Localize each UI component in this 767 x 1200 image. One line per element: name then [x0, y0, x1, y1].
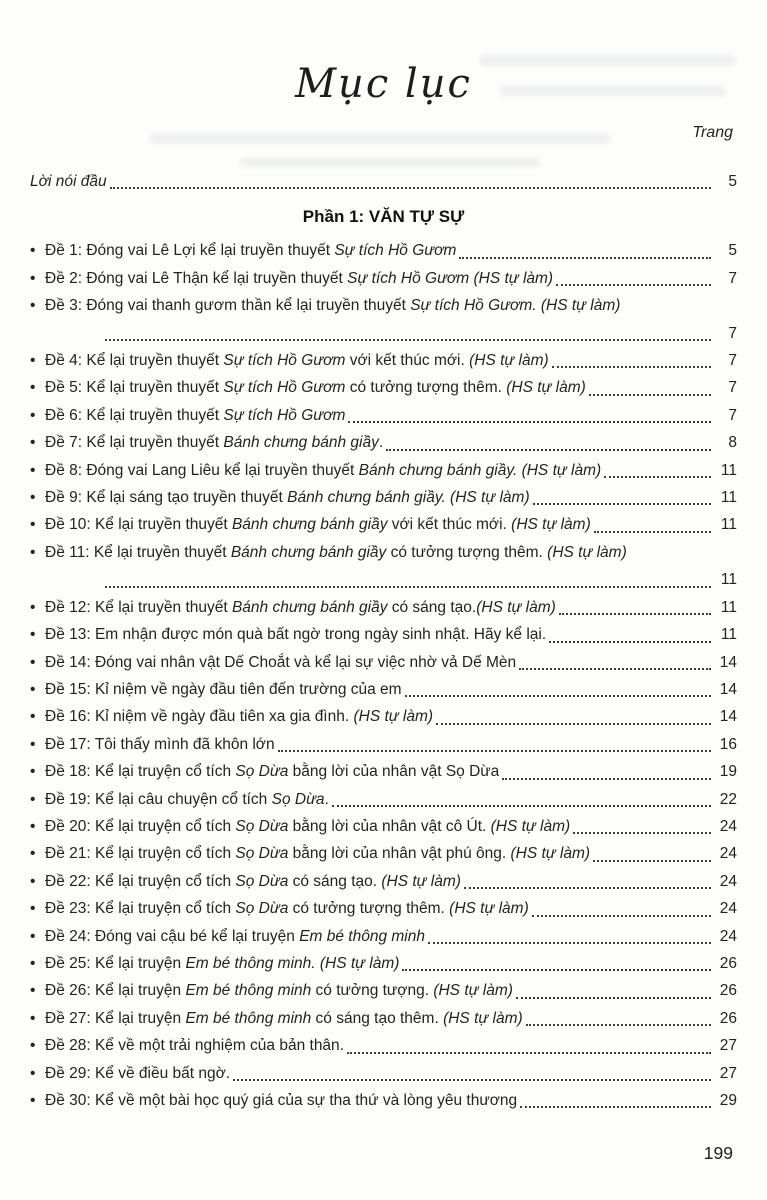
dot-leader: [110, 187, 711, 189]
dot-leader: [332, 805, 711, 807]
toc-entry-page-number: 24: [719, 817, 737, 835]
toc-entry-page-number: 29: [719, 1092, 737, 1109]
bleedthrough-mark: [240, 158, 540, 167]
toc-entry-text: [45, 977, 513, 1004]
bullet-icon: •: [30, 297, 36, 315]
toc-entry-text: [30, 168, 107, 195]
toc-entry-text: [45, 868, 461, 895]
toc-entry-text-plain: có sáng tạo.: [387, 598, 477, 616]
toc-entry-text: [45, 676, 402, 703]
toc-entry-text: [45, 1005, 523, 1032]
toc-entry: [30, 402, 737, 429]
toc-entry-page-number: 26: [719, 1009, 737, 1027]
toc-entry: [30, 813, 737, 840]
toc-entry: [30, 292, 737, 347]
toc-entry-text-plain: Đề 10: Kể lại truyền thuyết: [45, 516, 232, 534]
toc-entry: [30, 731, 737, 758]
toc-entry: [30, 621, 737, 648]
bullet-icon: •: [30, 626, 36, 644]
bullet-icon: •: [30, 379, 36, 397]
dot-leader: [556, 284, 711, 286]
toc-entry-text-italic: Sọ Dừa: [235, 817, 289, 835]
toc-entry-page-number: 7: [728, 406, 737, 424]
toc-entry-text: [45, 292, 620, 319]
toc-entry-text-italic: (HS tự làm): [469, 352, 549, 370]
toc-entry-text-italic: (HS tự làm): [490, 817, 571, 835]
toc-entry-text-italic: (HS tự làm): [510, 845, 591, 863]
toc-entry-text-italic: (HS tự làm): [511, 516, 591, 534]
toc-entry-text-plain: bằng lời của nhân vật cô Út.: [288, 817, 491, 835]
toc-entry: [30, 594, 737, 621]
toc-entry-text: [45, 1060, 230, 1087]
toc-entry-text: [45, 511, 591, 538]
toc-entry-text-plain: Đề 30: Kể về một bài học quý giá của sự tha thứ và lòng yêu thương: [45, 1092, 518, 1109]
bullet-icon: •: [30, 489, 36, 507]
toc-entry: [30, 1005, 737, 1032]
toc-entry-text: [45, 840, 590, 867]
toc-entry-text-italic: (HS tự làm): [381, 872, 461, 890]
toc-entry-text-plain: .: [378, 434, 384, 452]
toc-entry-text: [45, 347, 549, 374]
dot-leader: [386, 449, 711, 451]
dot-leader: [552, 366, 711, 368]
toc-entry-text-italic: Em bé thông minh. (HS tự làm): [185, 954, 400, 972]
dot-leader: [428, 942, 711, 944]
toc-entry-page-number: 7: [728, 324, 737, 342]
toc-entry-text-italic: (HS tự làm): [547, 543, 627, 561]
toc-entry-page-number: 5: [728, 173, 737, 190]
toc-entry-text-italic: Bánh chưng bánh giầy. (HS tự làm): [358, 461, 602, 479]
bullet-icon: •: [30, 680, 36, 698]
bullet-icon: •: [30, 434, 36, 452]
toc-entry: [30, 484, 737, 511]
toc-entry: [30, 511, 737, 538]
toc-entry: [30, 265, 737, 292]
toc-entry-text: [45, 786, 329, 813]
dot-leader: [594, 531, 711, 533]
toc-entry-text-plain: Đề 2: Đóng vai Lê Thận kể lại truyền thuyết: [45, 269, 348, 287]
toc-entry: [30, 649, 737, 676]
toc-entry-page-number: 26: [719, 954, 737, 972]
toc-entry-page-number: 7: [728, 379, 737, 397]
toc-entry-text-plain: có tưởng tượng.: [311, 982, 434, 1000]
toc-entry-text-plain: Đề 3: Đóng vai thanh gươm thần kể lại truyền thuyết: [45, 297, 411, 315]
toc-entry-text-plain: Đề 14: Đóng vai nhân vật Dế Choắt và kể lại sự việc nhờ vả Dế Mèn: [45, 653, 517, 671]
toc-entry: [30, 868, 737, 895]
toc-entry-text: [45, 758, 499, 785]
bullet-icon: •: [30, 845, 36, 863]
toc-entry: [30, 950, 737, 977]
dot-leader: [526, 1024, 711, 1026]
page-number: 199: [703, 1143, 733, 1163]
toc-entry-text-plain: có sáng tạo thêm.: [311, 1009, 444, 1027]
toc-entry-page-number: 22: [719, 790, 737, 808]
toc-entry-text-italic: Bánh chưng bánh giầy: [231, 516, 388, 534]
toc-entry-text: [45, 457, 601, 484]
bullet-icon: •: [30, 461, 36, 479]
dot-leader: [516, 997, 711, 999]
toc-entry-text-italic: Sọ Dừa: [235, 900, 289, 918]
toc-entry: [30, 923, 737, 950]
page-column-label: Trang: [692, 124, 733, 141]
toc-entry-text-plain: Đề 26: Kể lại truyện: [45, 982, 186, 1000]
toc-entry-text-plain: .: [324, 790, 329, 808]
toc-entry-page-number: 8: [728, 434, 737, 452]
front-matter: [30, 168, 737, 195]
toc-entry-text: [45, 621, 546, 648]
toc-entry-page-number: 11: [720, 489, 737, 507]
toc-entry: [30, 895, 737, 922]
toc-entry-text-plain: Đề 16: Kỉ niệm về ngày đầu tiên xa gia đình.: [45, 708, 354, 726]
toc-entry-page-number: 11: [720, 626, 737, 644]
toc-entry: [30, 977, 737, 1004]
toc-entry-page-number: 19: [719, 763, 737, 781]
bullet-icon: •: [30, 352, 36, 370]
toc-entry-page-number: 14: [719, 680, 737, 698]
toc-entry-page-number: 16: [719, 735, 737, 753]
dot-leader: [459, 257, 711, 259]
toc-entry-text-italic: (HS tự làm): [433, 982, 513, 1000]
dot-leader: [402, 969, 711, 971]
bullet-icon: •: [30, 735, 36, 753]
toc-entry-text-plain: Đề 9: Kể lại sáng tạo truyền thuyết: [45, 489, 288, 507]
bullet-icon: •: [30, 516, 36, 534]
toc-entry-text: [45, 895, 529, 922]
toc-entry-text: [45, 484, 530, 511]
dot-leader: [233, 1079, 711, 1081]
dot-leader: [502, 778, 711, 780]
bullet-icon: •: [30, 982, 36, 1000]
dot-leader: [519, 668, 711, 670]
toc-entry-text-plain: bằng lời của nhân vật phú ông.: [288, 845, 511, 863]
toc-entry: [30, 786, 737, 813]
toc-entry: [30, 237, 737, 264]
toc-entry-page-number: 26: [719, 982, 737, 1000]
toc-entry-page-number: 24: [719, 872, 737, 890]
dot-leader: [347, 1052, 711, 1054]
toc-entry-text: [45, 731, 275, 758]
toc-entry-text-italic: Sự tích Hồ Gươm: [223, 406, 346, 424]
dot-leader: [105, 339, 711, 341]
toc-entry: [30, 840, 737, 867]
bullet-icon: •: [30, 708, 36, 726]
toc-entry-text: [45, 923, 425, 950]
dot-leader: [520, 1106, 711, 1108]
dot-leader: [105, 586, 711, 588]
dot-leader: [593, 860, 711, 862]
toc-entry-text-italic: Sự tích Hồ Gươm: [223, 379, 346, 397]
toc-entry-text: [45, 374, 586, 401]
toc-entry-text-italic: Sự tích Hồ Gươm: [334, 242, 457, 260]
toc-entry-text-plain: Đề 11: Kể lại truyền thuyết: [45, 543, 231, 561]
toc-entry-page-number: 24: [719, 900, 737, 918]
toc-entry: [30, 374, 737, 401]
toc-entry-text-plain: Đề 5: Kể lại truyền thuyết: [45, 379, 224, 397]
section-heading: Phần 1: VĂN TỰ SỰ: [302, 207, 465, 227]
toc-entry-text: [45, 950, 399, 977]
toc-entry-text-italic: Bánh chưng bánh giầy: [223, 434, 379, 452]
toc-entry-text-plain: với kết thúc mới.: [345, 352, 470, 370]
toc-entry-page-number: 11: [720, 598, 737, 616]
toc-entry-text-plain: Đề 23: Kể lại truyện cổ tích: [45, 900, 236, 918]
toc-entry-text: [45, 265, 553, 292]
toc-entry-text: [45, 703, 433, 730]
toc-entry-text: [45, 1087, 517, 1114]
toc-entry-text-italic: Sọ Dừa: [235, 763, 289, 781]
dot-leader: [549, 641, 711, 643]
toc-entry: [30, 168, 737, 195]
toc-entry-text-italic: Bánh chưng bánh giầy: [230, 543, 387, 561]
toc-entry-text-plain: có tưởng tượng thêm.: [345, 379, 507, 397]
toc-entry-text-italic: Lời nói đầu: [30, 173, 107, 190]
toc-entry: [30, 758, 737, 785]
toc-entry-page-number: 24: [719, 927, 737, 945]
bullet-icon: •: [30, 269, 36, 287]
toc-entry: [30, 347, 737, 374]
toc-entry-text: [45, 237, 456, 264]
toc-entry-text: [45, 402, 345, 429]
toc-entry: [30, 1032, 737, 1059]
toc-entry-page-number: 11: [720, 516, 737, 534]
toc-entry-text-italic: Sự tích Hồ Gươm (HS tự làm): [347, 269, 554, 287]
toc-entry: [30, 676, 737, 703]
toc-entry-page-number: 27: [719, 1064, 737, 1082]
toc-entry: [30, 1060, 737, 1087]
toc-entry-page-number: 24: [719, 845, 737, 863]
bullet-icon: •: [30, 653, 36, 671]
dot-leader: [559, 613, 711, 615]
toc-entry-text-plain: Đề 24: Đóng vai cậu bé kể lại truyện: [45, 927, 300, 945]
toc-entries: [30, 237, 737, 1114]
toc-entry-text: [45, 649, 516, 676]
toc-entry-text: [45, 1032, 344, 1059]
toc-entry-page-number: 11: [720, 461, 737, 479]
toc-entry-text-italic: Sọ Dừa: [235, 872, 289, 890]
toc-entry-text-plain: Đề 21: Kể lại truyện cổ tích: [45, 845, 236, 863]
toc-entry-text-plain: Đề 6: Kể lại truyền thuyết: [45, 406, 224, 424]
bullet-icon: •: [30, 763, 36, 781]
toc-entry-text: [45, 813, 570, 840]
toc-entry-text-plain: Đề 15: Kỉ niệm về ngày đầu tiên đến trường của em: [45, 680, 402, 698]
toc-entry-text-italic: (HS tự làm): [443, 1009, 523, 1027]
dot-leader: [573, 832, 711, 834]
bullet-icon: •: [30, 598, 36, 616]
bullet-icon: •: [30, 1009, 36, 1027]
toc-entry-page-number: 7: [728, 352, 737, 370]
toc-entry-text-italic: (HS tự làm): [353, 708, 434, 726]
toc-entry-text-italic: Bánh chưng bánh giầy: [231, 598, 388, 616]
toc-entry-text-plain: Đề 28: Kể về một trải nghiệm của bản thân.: [45, 1037, 344, 1055]
dot-leader: [464, 887, 711, 889]
bullet-icon: •: [30, 790, 36, 808]
toc-entry-text-plain: Đề 1: Đóng vai Lê Lợi kể lại truyền thuyết: [45, 242, 335, 260]
toc-entry-text-italic: (HS tự làm): [449, 900, 529, 918]
toc-entry-page-number: 5: [728, 242, 737, 260]
dot-leader: [589, 394, 711, 396]
toc-entry-text: [45, 429, 383, 456]
toc-entry-text-plain: Đề 8: Đóng vai Lang Liêu kể lại truyền thuyết: [45, 461, 359, 479]
bullet-icon: •: [30, 954, 36, 972]
toc-entry-page-number: 14: [719, 708, 737, 726]
toc-entry-text-italic: Em bé thông minh: [185, 982, 312, 1000]
toc-entry-text-plain: có sáng tạo.: [288, 872, 382, 890]
bullet-icon: •: [30, 543, 36, 561]
dot-leader: [533, 503, 711, 505]
bullet-icon: •: [30, 406, 36, 424]
bullet-icon: •: [30, 1064, 36, 1082]
toc-entry-text-italic: Bánh chưng bánh giầy. (HS tự làm): [287, 489, 530, 507]
toc-entry-text-plain: Đề 20: Kể lại truyện cổ tích: [45, 817, 236, 835]
toc-entry-text-italic: Sọ Dừa: [271, 790, 325, 808]
toc-entry-text-plain: Đề 7: Kể lại truyền thuyết: [45, 434, 224, 452]
toc-entry-text-plain: Đề 12: Kể lại truyền thuyết: [45, 598, 232, 616]
dot-leader: [405, 695, 711, 697]
toc-entry-text-plain: có tưởng tượng thêm.: [288, 900, 450, 918]
toc-entry-text-italic: Sọ Dừa: [235, 845, 289, 863]
toc-entry-text-plain: Đề 4: Kể lại truyền thuyết: [45, 352, 224, 370]
toc-entry-text-plain: Đề 27: Kể lại truyện: [45, 1009, 186, 1027]
page-title: Mục lục: [295, 61, 472, 107]
bullet-icon: •: [30, 1092, 36, 1109]
toc-entry-text: [45, 539, 627, 566]
bullet-icon: •: [30, 242, 36, 260]
bullet-icon: •: [30, 927, 36, 945]
toc-entry-text-italic: Sự tích Hồ Gươm. (HS tự làm): [410, 297, 621, 315]
toc-entry-page-number: 14: [719, 653, 737, 671]
toc-entry: [30, 429, 737, 456]
bullet-icon: •: [30, 872, 36, 890]
toc-entry-text-plain: Đề 17: Tôi thấy mình đã khôn lớn: [45, 735, 275, 753]
toc-entry-text-plain: Đề 18: Kể lại truyện cổ tích: [45, 763, 236, 781]
toc-entry-page-number: 7: [728, 269, 737, 287]
toc-entry-page-number: 11: [720, 571, 737, 589]
toc-entry-text-plain: Đề 13: Em nhận được món quà bất ngờ trong ngày sinh nhật. Hãy kể lại.: [45, 626, 547, 644]
dot-leader: [604, 476, 711, 478]
toc-entry-text-plain: có tưởng tượng thêm.: [386, 543, 548, 561]
toc-entry-text-italic: Sự tích Hồ Gươm: [223, 352, 346, 370]
toc-entry-text-italic: (HS tự làm): [476, 598, 556, 616]
dot-leader: [532, 915, 711, 917]
toc-entry-text-italic: Em bé thông minh: [185, 1009, 312, 1027]
dot-leader: [278, 750, 711, 752]
toc-entry-page-number: 27: [719, 1037, 737, 1055]
toc-entry-text: [45, 594, 556, 621]
toc-entry-text-plain: Đề 22: Kể lại truyện cổ tích: [45, 872, 236, 890]
bullet-icon: •: [30, 900, 36, 918]
toc-entry-text-plain: Đề 25: Kể lại truyện: [45, 954, 186, 972]
bullet-icon: •: [30, 817, 36, 835]
toc-entry: [30, 703, 737, 730]
toc-entry-text-plain: với kết thúc mới.: [387, 516, 512, 534]
toc-entry-text-plain: Đề 19: Kể lại câu chuyện cổ tích: [45, 790, 272, 808]
toc-entry-text-plain: Đề 29: Kể về điều bất ngờ.: [45, 1064, 231, 1082]
dot-leader: [348, 421, 711, 423]
toc-entry-text-italic: Em bé thông minh: [299, 927, 425, 945]
toc-entry: [30, 457, 737, 484]
dot-leader: [436, 723, 711, 725]
toc-entry: [30, 1087, 737, 1114]
toc-entry: [30, 539, 737, 594]
bullet-icon: •: [30, 1037, 36, 1055]
toc-entry-text-plain: bằng lời của nhân vật Sọ Dừa: [288, 763, 500, 781]
toc-entry-text-italic: (HS tự làm): [506, 379, 586, 397]
